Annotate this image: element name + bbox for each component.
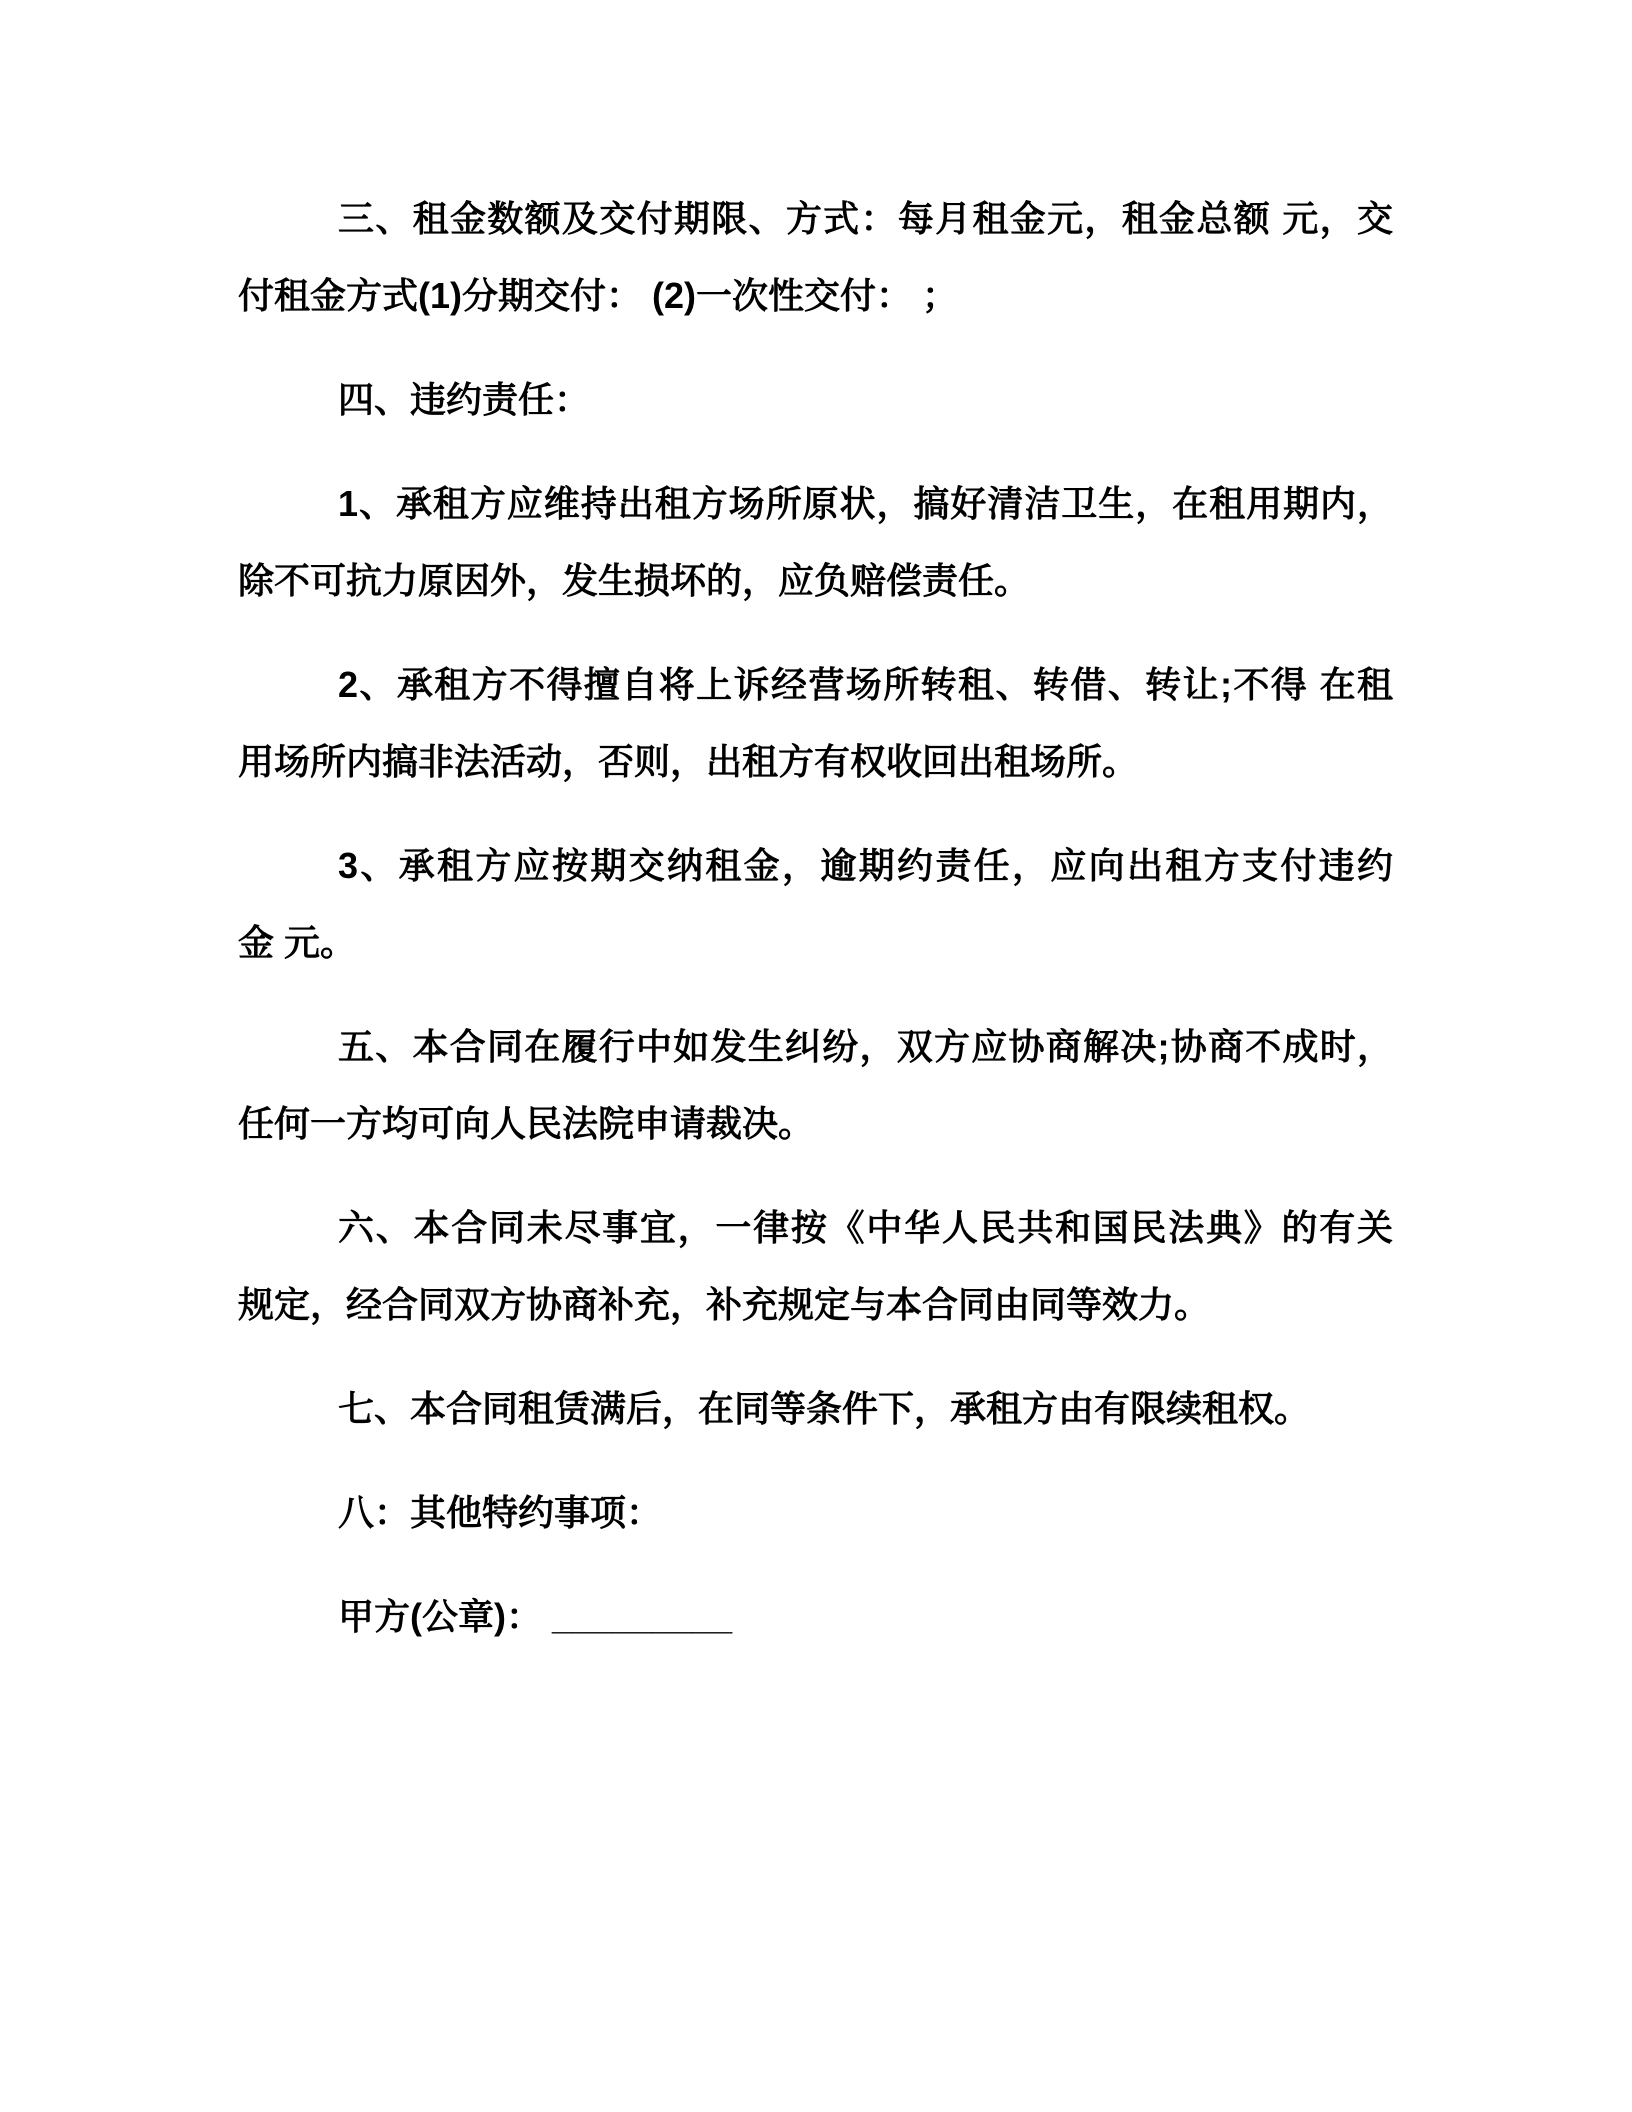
text-line: 七、本合同租赁满后，在同等条件下，承租方由有限续租权。 xyxy=(338,1388,1311,1429)
clause-6-supplement xyxy=(238,1189,1393,1343)
clause-7-renewal xyxy=(238,1370,1393,1447)
clause-4-item-1 xyxy=(238,465,1393,619)
clause-5-dispute xyxy=(238,1008,1393,1162)
text-line: 四、违约责任： xyxy=(338,379,591,420)
clause-4-item-3 xyxy=(238,827,1393,981)
clause-4-item-2 xyxy=(238,646,1393,800)
contract-body xyxy=(238,180,1393,1682)
clause-3-rent-amount xyxy=(238,180,1393,334)
text-line: 金 元。 xyxy=(238,922,357,963)
text-line: 除不可抗力原因外，发生损坏的，应负赔偿责任。 xyxy=(238,560,1031,601)
signature-party-a xyxy=(238,1578,1393,1655)
text-line: 规定，经合同双方协商补充，补充规定与本合同由同等效力。 xyxy=(238,1284,1211,1325)
text-line: 八：其他特约事项： xyxy=(338,1492,663,1533)
clause-8-special-items xyxy=(238,1474,1393,1551)
text-line: 1、承租方应维持出租方场所原状，搞好清洁卫生，在租用期内， xyxy=(338,483,1393,524)
text-line: 3、承租方应按期交纳租金，逾期约责任，应向出租方支付违约 xyxy=(338,845,1393,886)
text-line: 任何一方均可向人民法院申请裁决。 xyxy=(238,1103,815,1144)
text-line: 付租金方式(1)分期交付： (2)一次性交付： ； xyxy=(238,275,959,316)
text-line: 用场所内搞非法活动，否则，出租方有权收回出租场所。 xyxy=(238,741,1139,782)
text-line: 五、本合同在履行中如发生纠纷，双方应协商解决;协商不成时， xyxy=(338,1026,1393,1067)
signature-line: 甲方(公章)： _________ xyxy=(338,1596,733,1637)
text-line: 三、租金数额及交付期限、方式：每月租金元，租金总额 元，交 xyxy=(338,198,1393,239)
text-line: 六、本合同未尽事宜，一律按《中华人民共和国民法典》的有关 xyxy=(338,1207,1393,1248)
clause-4-heading xyxy=(238,361,1393,438)
text-line: 2、承租方不得擅自将上诉经营场所转租、转借、转让;不得 在租 xyxy=(338,664,1393,705)
